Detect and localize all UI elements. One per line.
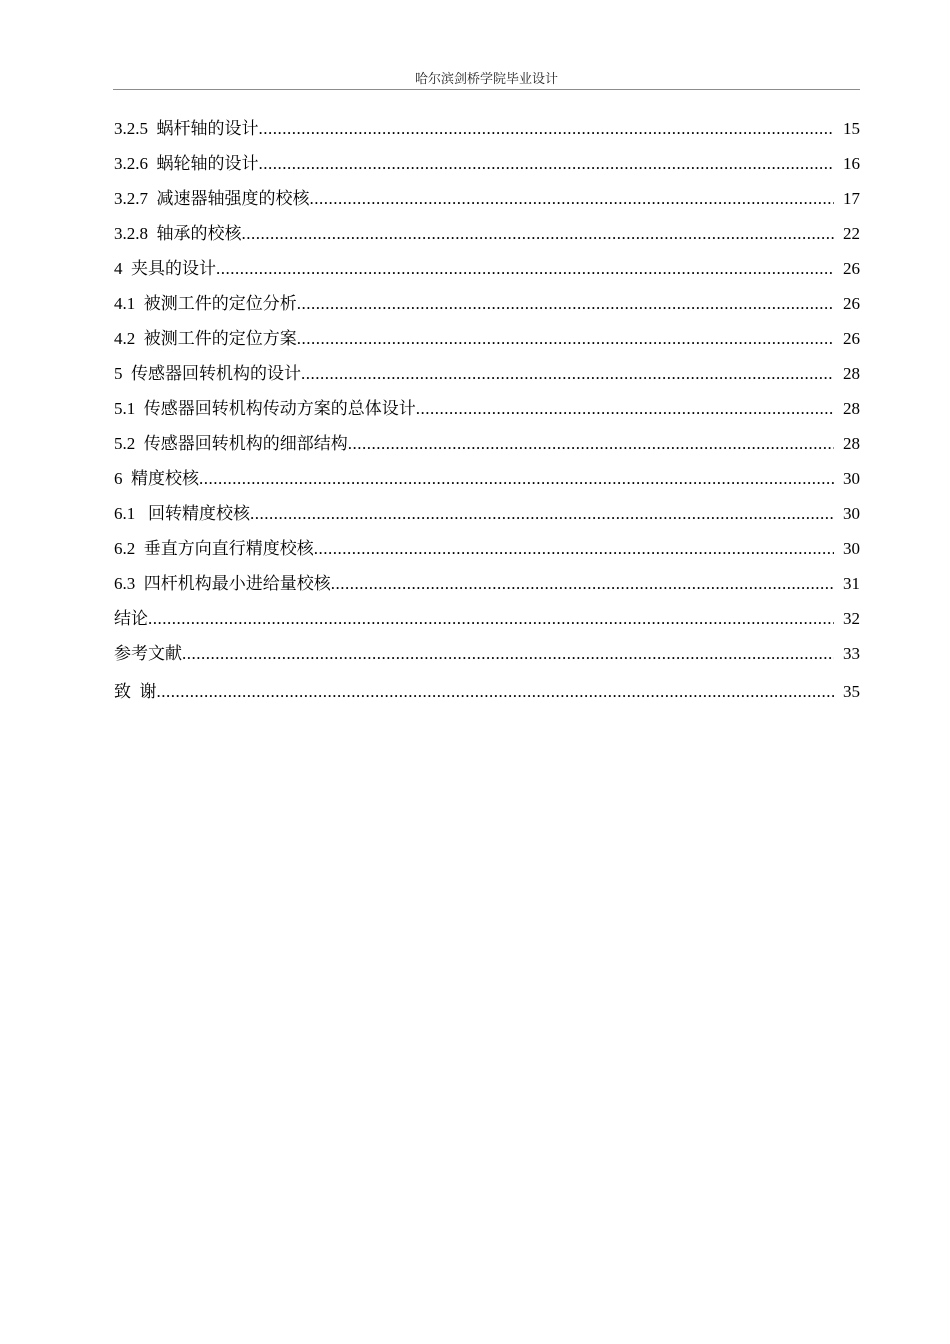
toc-title: 传感器回转机构的细部结构 bbox=[143, 434, 348, 453]
dot-leader bbox=[331, 572, 834, 596]
toc-entry-4[interactable] bbox=[114, 257, 860, 292]
dot-leader bbox=[199, 467, 834, 491]
toc-number: 3.2.8 bbox=[114, 224, 157, 243]
dot-leader bbox=[301, 362, 834, 386]
toc-title: 被测工件的定位方案 bbox=[143, 329, 297, 348]
toc-title: 精度校核 bbox=[131, 469, 199, 488]
toc-title: 四杆机构最小进给量校核 bbox=[143, 574, 331, 593]
toc-title: 减速器轴强度的校核 bbox=[156, 189, 310, 208]
toc-number: 6 bbox=[114, 469, 131, 488]
toc-entry-6[interactable] bbox=[114, 467, 860, 502]
toc-entry-6-3[interactable] bbox=[114, 572, 860, 607]
toc-entry-3-2-8[interactable] bbox=[114, 222, 860, 257]
toc-number: 3.2.7 bbox=[114, 189, 157, 208]
toc-entry-5-1[interactable] bbox=[114, 397, 860, 432]
header-divider bbox=[113, 89, 860, 90]
toc-page-number: 17 bbox=[843, 189, 860, 208]
toc-title: 致 谢 bbox=[114, 682, 157, 701]
toc-page-number: 35 bbox=[843, 682, 860, 701]
toc-title: 蜗轮轴的设计 bbox=[156, 154, 259, 173]
toc-title: 回转精度校核 bbox=[148, 504, 250, 523]
page-header-title: 哈尔滨剑桥学院毕业设计 bbox=[414, 71, 558, 86]
toc-number: 6.3 bbox=[114, 574, 144, 593]
toc-page-number: 26 bbox=[843, 294, 860, 313]
toc-page-number: 32 bbox=[843, 609, 860, 628]
toc-title: 轴承的校核 bbox=[156, 224, 242, 243]
toc-title: 蜗杆轴的设计 bbox=[156, 119, 259, 138]
toc-title: 垂直方向直行精度校核 bbox=[143, 539, 314, 558]
dot-leader bbox=[182, 642, 834, 666]
toc-entry-references[interactable] bbox=[114, 642, 860, 677]
toc-entry-acknowledgements[interactable] bbox=[114, 680, 860, 715]
toc-title: 参考文献 bbox=[114, 644, 182, 663]
toc-page-number: 15 bbox=[843, 119, 860, 138]
toc-number: 4 bbox=[114, 259, 131, 278]
toc-entry-6-2[interactable] bbox=[114, 537, 860, 572]
toc-number: 6.2 bbox=[114, 539, 144, 558]
toc-entry-5[interactable] bbox=[114, 362, 860, 397]
toc-page-number: 26 bbox=[843, 259, 860, 278]
toc-entry-6-1[interactable] bbox=[114, 502, 860, 537]
dot-leader bbox=[216, 257, 834, 281]
toc-entry-3-2-7[interactable] bbox=[114, 187, 860, 222]
toc-title: 夹具的设计 bbox=[131, 259, 216, 278]
toc-title: 传感器回转机构传动方案的总体设计 bbox=[143, 399, 416, 418]
toc-entry-4-2[interactable] bbox=[114, 327, 860, 362]
toc-number: 6.1 bbox=[114, 504, 148, 523]
toc-page-number: 28 bbox=[843, 399, 860, 418]
dot-leader bbox=[259, 152, 835, 176]
toc-page-number: 31 bbox=[843, 574, 860, 593]
toc-entry-3-2-5[interactable] bbox=[114, 117, 860, 152]
toc-page-number: 28 bbox=[843, 434, 860, 453]
toc-page-number: 30 bbox=[843, 539, 860, 558]
toc-entry-conclusion[interactable] bbox=[114, 607, 860, 642]
dot-leader bbox=[242, 222, 835, 246]
toc-page-number: 30 bbox=[843, 504, 860, 523]
toc-page-number: 26 bbox=[843, 329, 860, 348]
toc-number: 5.2 bbox=[114, 434, 144, 453]
toc-number: 4.1 bbox=[114, 294, 144, 313]
dot-leader bbox=[250, 502, 834, 526]
dot-leader bbox=[348, 432, 834, 456]
toc-page-number: 16 bbox=[843, 154, 860, 173]
dot-leader bbox=[297, 327, 834, 351]
toc-entry-3-2-6[interactable] bbox=[114, 152, 860, 187]
toc-page-number: 28 bbox=[843, 364, 860, 383]
dot-leader bbox=[259, 117, 835, 141]
dot-leader bbox=[314, 537, 834, 561]
table-of-contents bbox=[114, 117, 860, 715]
toc-title: 结论 bbox=[114, 609, 148, 628]
toc-number: 3.2.5 bbox=[114, 119, 157, 138]
toc-page-number: 33 bbox=[843, 644, 860, 663]
dot-leader bbox=[310, 187, 835, 211]
dot-leader bbox=[416, 397, 834, 421]
toc-entry-4-1[interactable] bbox=[114, 292, 860, 327]
toc-page-number: 22 bbox=[843, 224, 860, 243]
toc-number: 3.2.6 bbox=[114, 154, 157, 173]
toc-number: 5.1 bbox=[114, 399, 144, 418]
toc-entry-5-2[interactable] bbox=[114, 432, 860, 467]
toc-title: 传感器回转机构的设计 bbox=[131, 364, 301, 383]
toc-title: 被测工件的定位分析 bbox=[143, 294, 297, 313]
dot-leader bbox=[148, 607, 834, 631]
dot-leader bbox=[157, 680, 835, 704]
toc-page-number: 30 bbox=[843, 469, 860, 488]
toc-number: 4.2 bbox=[114, 329, 144, 348]
dot-leader bbox=[297, 292, 834, 316]
toc-number: 5 bbox=[114, 364, 131, 383]
